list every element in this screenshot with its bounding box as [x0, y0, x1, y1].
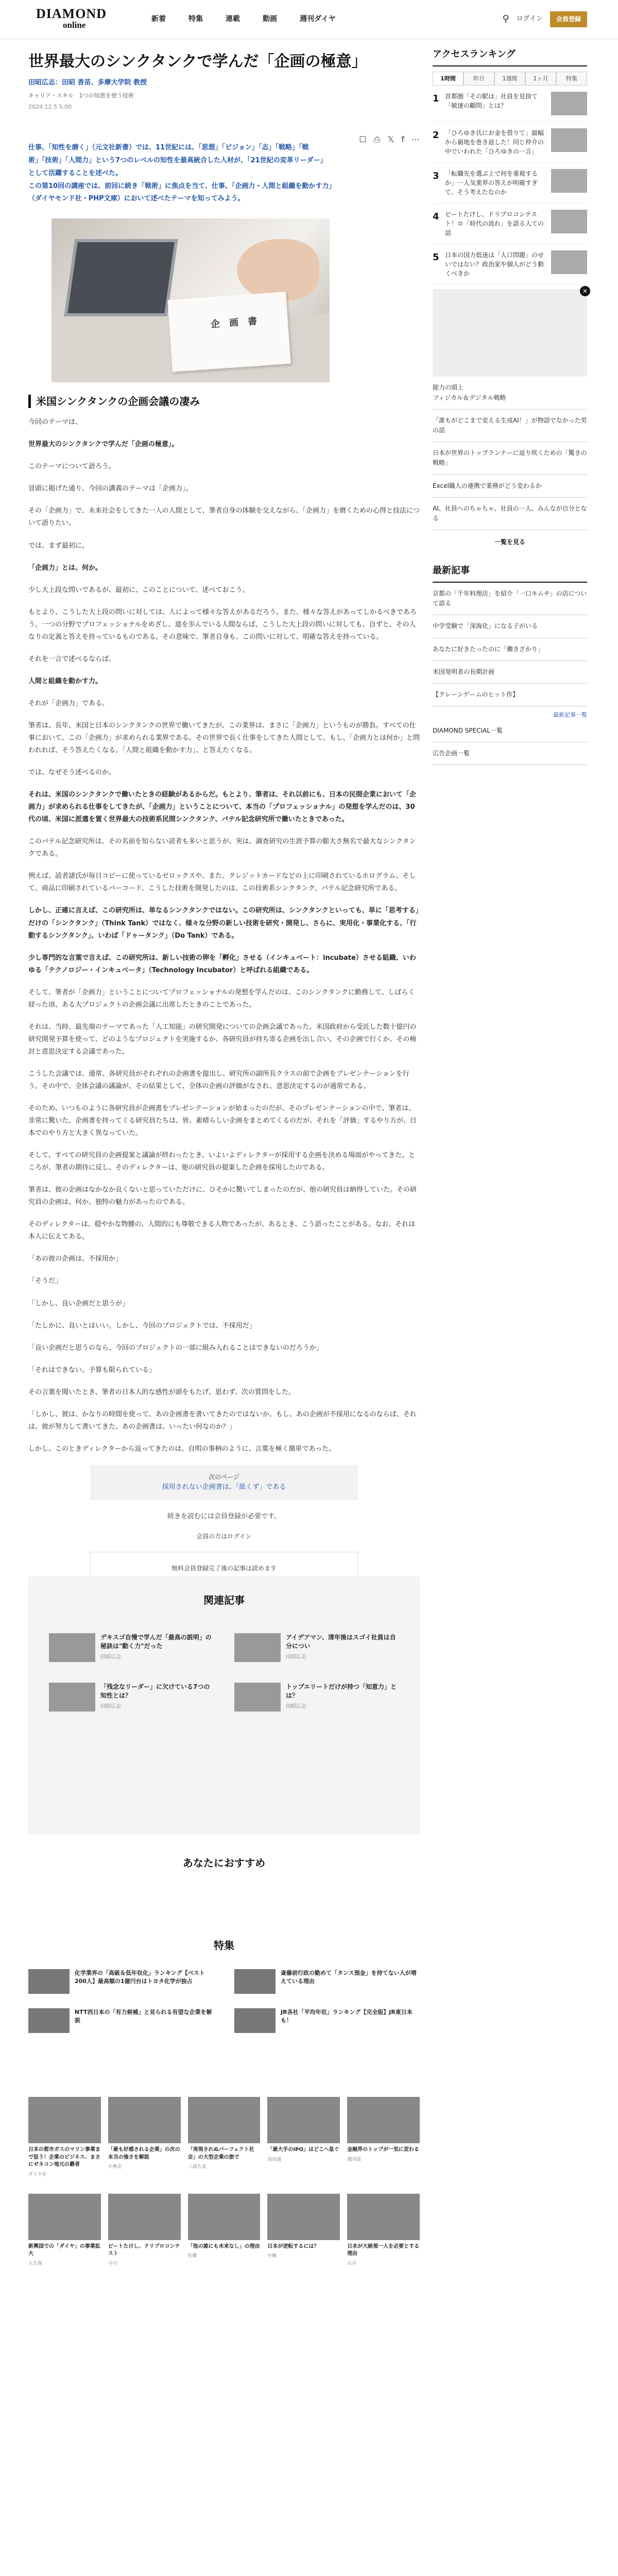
- article-date: 2024.12.5 5:00: [28, 103, 72, 110]
- ranking-tabs: [433, 72, 587, 86]
- recommend-card[interactable]: [188, 2194, 261, 2267]
- body-paragraph: しかし、このときディレクターから返ってきたのは、自明の事柄のように、言葉を極く簡単であった。: [28, 1445, 336, 1453]
- print-icon[interactable]: ⎙: [373, 134, 381, 144]
- photo-document-label: 企 画 書: [210, 316, 261, 330]
- related-thumbnail[interactable]: [234, 1683, 281, 1711]
- related-item[interactable]: [49, 1633, 214, 1662]
- recommend-card[interactable]: [347, 2194, 420, 2267]
- card-image[interactable]: [188, 2097, 261, 2143]
- photo-document: [167, 292, 290, 372]
- related-thumbnail[interactable]: [49, 1683, 95, 1711]
- recommend-card[interactable]: [188, 2097, 261, 2178]
- feature-item[interactable]: [28, 2008, 214, 2033]
- card-title[interactable]: 「他の誰にも未来なし」の理由: [187, 2243, 260, 2249]
- feature-item[interactable]: [234, 2008, 420, 2033]
- sidebar-link[interactable]: AI、社員へのちゃちゃ、社員の一人、みんなが自分となる: [433, 498, 587, 530]
- card-author: 石井: [347, 2261, 357, 2266]
- latest-more-link[interactable]: 最新記事一覧: [553, 711, 587, 719]
- card-image[interactable]: [28, 2097, 101, 2143]
- body-paragraph: このバテル記念研究所は、その名前を知らない読者も多いと思うが、実は、調査研究の生涯予算の膨大さ無名で最大なシンクタンクである。: [28, 838, 416, 858]
- ranking-more-link[interactable]: 一覧を見る: [494, 538, 525, 546]
- card-author: 大久保: [28, 2261, 43, 2266]
- body-paragraph: 人間と組織を動かす力。: [28, 677, 102, 685]
- rank-title[interactable]: 「転職先を選ぶ上で何を重視するか」一人気業界の答えが明確すぎて、そう考えたなのか: [445, 170, 538, 196]
- ranking-item[interactable]: [433, 86, 587, 122]
- article-hero-photo: [52, 218, 330, 382]
- tab-month[interactable]: 1ヶ月: [525, 72, 556, 86]
- related-item[interactable]: [234, 1683, 399, 1711]
- latest-item[interactable]: 米国発明者の長期計画: [433, 661, 587, 684]
- register-button[interactable]: 会員登録: [550, 11, 587, 27]
- lead-line: 仕事、「知性を磨く」（元文社新書）では、11世紀には、「思想」「ビジョン」「志」「戦略」「戦: [28, 144, 309, 152]
- card-image[interactable]: [267, 2097, 340, 2143]
- card-author: 週刊誌: [347, 2157, 362, 2162]
- logo-diamond: DIAMOND: [36, 6, 107, 21]
- ranking-list: [433, 86, 587, 285]
- card-author: 今川: [108, 2261, 117, 2266]
- tab-week[interactable]: 1週間: [494, 72, 525, 86]
- article-authors[interactable]: 田昭広志：田昭 香苗、多摩大学院 教授: [28, 78, 147, 87]
- ranking-item[interactable]: [433, 244, 587, 285]
- body-paragraph: 「企画力」とは、何か。: [28, 564, 102, 572]
- feature-grid: [28, 1969, 420, 2033]
- nav-video[interactable]: 動画: [263, 15, 277, 23]
- body-paragraph: そのため、いつものように各研究員が企画書をプレゼンテーションが始まったのだが、そのプレゼンテーションの中で、筆者は、非常に驚いた。企画書を持ってくる研究員たちは、皆、素晴らしい企画をまとめてくるのだが、それを「評価」するやり方が、日本でのやり方と大きく異なっていた。: [28, 1105, 417, 1138]
- card-author: 三浦久美: [187, 2164, 207, 2170]
- nav-special[interactable]: 特集: [188, 15, 203, 23]
- sidebar: [433, 47, 587, 765]
- sidebar-link[interactable]: 能力の頭上 フィジカル＆デジタル戦略: [433, 377, 587, 409]
- card-image[interactable]: [188, 2194, 261, 2240]
- body-paragraph: それが「企画力」である。: [28, 699, 109, 707]
- rank-thumbnail[interactable]: [551, 92, 587, 115]
- rank-thumbnail[interactable]: [551, 210, 587, 233]
- card-image[interactable]: [347, 2097, 420, 2143]
- related-heading: 関連記事: [203, 1594, 245, 1606]
- body-paragraph: このテーマについて語ろう。: [28, 463, 115, 471]
- nav-weekly[interactable]: 週刊ダイヤ: [300, 15, 336, 23]
- article-title: 世界最大のシンクタンクで学んだ「企画の極意」: [28, 53, 367, 71]
- paywall-message: 続きを読むには会員登録が必要です。: [167, 1512, 281, 1520]
- body-paragraph: その言葉を聞いたとき、筆者の日本人的な感性が頭をもたげ、思わず、次の質問をした。: [28, 1388, 295, 1396]
- article-lead: [28, 142, 420, 205]
- share-toolbar: [359, 133, 420, 146]
- related-title[interactable]: デキスゴ自慢で学んだ「最高の説明」の秘訣は"動く力"だった: [100, 1634, 212, 1650]
- sidebar-ad[interactable]: [433, 289, 587, 377]
- body-paragraph: では、まず最初に。: [28, 541, 89, 550]
- section-heading: 米国シンクタンクの企画会議の凄み: [28, 395, 420, 408]
- related-articles: [28, 1577, 420, 1834]
- article-body: [28, 416, 420, 1455]
- card-title[interactable]: 「最大手のIPO」はどこへ急ぐ: [267, 2147, 339, 2153]
- facebook-share-icon[interactable]: f: [401, 134, 404, 144]
- body-paragraph: 冒頭に掲げた通り、今回の講義のテーマは「企画力」。: [28, 485, 193, 493]
- recommend-section: [28, 1855, 420, 1871]
- body-paragraph: それは、当時、最先端のテーマであった「人工知能」の研究開発についての企画会議であった。米国政府から受託した数十億円の研究開発予算を使って、どのようなプロジェクトを実施するか、各研究員が持ち寄る企画を出し合い、その企画で行くか、その検討と意思決定する会議であった。: [28, 1023, 417, 1056]
- body-paragraph: もとより、こうした大上段の問いに対しては、人によって様々な答えがあるだろう。また、様々な答えがあってしかるべきであろう。一つの分野でプロフェッショナルをめざし、道を歩んでいる人間ならば、こうした大上段の問いに対しても、自ずと、その人なりの定義と答えを持っているものである。その意味で、筆者自身も、この問いに対して、明確な答えを持っている。: [28, 608, 417, 641]
- body-paragraph: 「しかし、彼は、かなりの時間を使って、あの企画書を書いてきたのではないか。もし、あの企画が不採用になるのならば、それは、彼が努力して書いてきた、あの企画書は、いったい何なのか？」: [28, 1410, 417, 1431]
- lead-line: （ダイヤモンド社・PHP文庫）において述べたテーマを知ってみよう。: [28, 195, 245, 203]
- next-page-label: 次のページ: [209, 1473, 239, 1481]
- tab-yesterday[interactable]: 昨日: [464, 72, 494, 86]
- body-paragraph: そして、すべての研究員の企画提案と議論が終わったとき、いよいよディレクターが採用する企画を決める場面がやってきた。ところが、筆者の期待に反し、そのディレクターは、他の研究員の提案した企画を採用したのである。: [28, 1151, 416, 1172]
- rank-number: 4: [433, 211, 439, 223]
- body-paragraph: 「あの彼の企画は、不採用か」: [28, 1255, 123, 1263]
- body-paragraph: 「たしかに、良いとはいい。しかし、今回のプロジェクトでは、不採用だ」: [28, 1321, 256, 1330]
- article-main: [28, 52, 420, 1706]
- recommend-heading: あなたにおすすめ: [182, 1857, 266, 1869]
- related-thumbnail[interactable]: [234, 1633, 281, 1662]
- body-paragraph: 筆者は、長年、米国と日本のシンクタンクの世界で働いてきたが、この業界は、まさに「企画力」というものが勝負。すべての仕事において、この「企画力」が求められる業界である。その世界で長く仕事をしてきた人間として、もし、「企画力とは何か」と問われれば、そう答えたくなる。「人間と組織を動かす力」、と答えたくなる。: [28, 721, 420, 755]
- recommend-card[interactable]: [108, 2097, 181, 2178]
- sidebar-link[interactable]: 日本が世界のトップランナーに返り咲くための「驚きの戦略」: [433, 442, 587, 474]
- card-author: 佐藤: [187, 2253, 197, 2259]
- x-share-icon[interactable]: 𝕏: [387, 134, 394, 144]
- feature-item[interactable]: [28, 1969, 214, 1994]
- recommend-card[interactable]: [28, 2194, 101, 2267]
- related-author: 田昭広志: [286, 1703, 306, 1709]
- ranking-heading: アクセスランキング: [433, 47, 587, 66]
- body-paragraph: 「そうだ」: [28, 1277, 62, 1285]
- feature-title[interactable]: 化学業界の「高級＆低年収化」ランキング【ベスト200人】最高額の1億円台はトヨタ化学が独占: [75, 1970, 205, 1985]
- rank-title[interactable]: 「ひろゆき氏にお金を借りて」最幅から窮地を巻き返した！同じ仲介の中でいわれた「ひろゆきの一言」: [445, 129, 544, 156]
- search-icon[interactable]: ⚲: [502, 13, 509, 25]
- feature-thumbnail[interactable]: [28, 1969, 70, 1994]
- ad-list-link[interactable]: 広告企画一覧: [433, 742, 587, 765]
- latest-list: [433, 583, 587, 706]
- nav-series[interactable]: 連載: [226, 15, 240, 23]
- close-icon[interactable]: ✕: [580, 286, 590, 296]
- latest-heading: 最新記事: [433, 564, 587, 583]
- related-grid: [49, 1633, 399, 1711]
- body-paragraph: では、なぜそう述べるのか。: [28, 769, 116, 777]
- body-paragraph: 少し専門的な言葉で言えば、この研究所は、新しい技術の卵を「孵化」させる（インキュベート：incubate）させる組織、いわゆる「テクノロジー・インキュベータ」（Technology Incubator）と呼ばれる組織である。: [28, 954, 416, 974]
- related-thumbnail[interactable]: [49, 1633, 95, 1662]
- recommend-card[interactable]: [267, 2097, 340, 2178]
- next-page-box[interactable]: [90, 1465, 358, 1500]
- header-actions: [502, 11, 587, 27]
- card-author: 小林企: [108, 2164, 122, 2170]
- feature-title[interactable]: NTT西日本の「有力候補」と見られる有望な企業を解説: [75, 2009, 212, 2024]
- logo-online: online: [63, 20, 86, 30]
- latest-item[interactable]: 京都の「千年料理店」を紹介「一口キムチ」の店について語る: [433, 583, 587, 615]
- card-image[interactable]: [28, 2194, 101, 2240]
- feature-thumbnail[interactable]: [234, 2008, 276, 2033]
- feature-thumbnail[interactable]: [28, 2008, 70, 2033]
- card-image[interactable]: [108, 2097, 181, 2143]
- body-paragraph: 少し大上段な問いであるが、最初に、このことについて、述べておこう。: [28, 586, 249, 594]
- recommend-card[interactable]: [108, 2194, 181, 2267]
- card-image[interactable]: [108, 2194, 181, 2240]
- body-paragraph: それは、米国のシンクタンクで働いたときの経験があるからだ。もとより、筆者は、それ以前にも、日本の民間企業において「企画力」が求められる仕事をしてきたが、「企画力」ということについて、本当の「プロフェッショナル」の発想を学んだのは、30代の頃、米国に派遣を置く世界最大の技術系民間シンクタンク、バテル記念研究所で働いたときであった。: [28, 791, 416, 824]
- rank-title[interactable]: ビートたけし、ドリプロコンテスト！ロ「時代の流れ」を語る人ての話: [445, 211, 544, 237]
- card-image[interactable]: [267, 2194, 340, 2240]
- card-title[interactable]: 日本が大統領一人を必要とする理由: [347, 2243, 420, 2257]
- latest-item[interactable]: 中学受験で「深海化」になる子がいる: [433, 615, 587, 638]
- body-paragraph: その「企画力」で、未来社会をしてきた一人の人間として、筆者自身の体験を交えながら、「企画力」を磨くための心得と技法について語りたい。: [28, 507, 420, 528]
- ranking-item[interactable]: [433, 204, 587, 244]
- body-paragraph: 筆者は、彼の企画はなかなか良くないと思っていただけに、ひそかに驚いてしまったのだが、他の研究員は納得していた。その研究員の企画は、何か、独特の魅力があったのである。: [28, 1186, 417, 1207]
- rank-thumbnail[interactable]: [551, 128, 587, 152]
- bookmark-icon[interactable]: ☐: [359, 134, 367, 144]
- feature-section: [28, 1937, 420, 2033]
- recommend-card-grid: [28, 2097, 420, 2267]
- related-author: 田昭広志: [100, 1703, 121, 1709]
- card-title[interactable]: ビートたけし、ドリプロコンテスト: [108, 2243, 180, 2257]
- card-title[interactable]: 日本が逆転するには？: [267, 2243, 319, 2249]
- card-title[interactable]: 「最も好感される企業」の次の本当の強さを解説: [108, 2147, 180, 2160]
- related-author: 田昭広志: [100, 1654, 121, 1660]
- related-item[interactable]: [234, 1633, 399, 1662]
- site-header: [0, 0, 618, 39]
- card-image[interactable]: [347, 2194, 420, 2240]
- body-paragraph: 「しかし、良い企画だと思うが」: [28, 1299, 129, 1308]
- more-share-icon[interactable]: ⋯: [411, 134, 420, 144]
- body-paragraph: そのディレクターは、穏やかな物腰の、人間的にも尊敬できる人物であったが、あるとき、こう語ったことがある。なお、それは本人に伝えてある。: [28, 1221, 416, 1241]
- card-author: 中嶋: [267, 2253, 277, 2259]
- body-paragraph: しかし、正確に言えば、この研究所は、単なるシンクタンクではない。この研究所は、シンクタンクといっても、単に「思考する」だけの「シンクタンク」（Think Tank）ではなく、様々な分野の新しい技術を研究・開発し、さらに、実用化・事業化する、「行動するシンクタンク」、いわば「ドゥータンク」（Do Tank）である。: [28, 907, 419, 940]
- body-paragraph: 「それはできない。予算も限られている」: [28, 1366, 156, 1374]
- nav-new[interactable]: 新着: [151, 15, 166, 23]
- card-author: 高田道: [267, 2157, 282, 2162]
- login-link[interactable]: ログイン: [516, 15, 543, 23]
- rank-title[interactable]: 日本の国力低迷は「人口問題」のせいではない？政治家や個人がどう動くべきか: [445, 251, 544, 278]
- next-page-title[interactable]: 採用されない企画書は、「紙くず」である: [162, 1483, 286, 1492]
- card-title[interactable]: 金融界のトップが一気に変わる: [347, 2147, 419, 2153]
- paywall-login-link[interactable]: 会員の方はログイン: [196, 1532, 252, 1540]
- article-series[interactable]: キャリア・スキル 1つの知恵を使う技術: [28, 92, 134, 99]
- feature-item[interactable]: [234, 1969, 420, 1994]
- related-title[interactable]: トップエリートだけが持つ「知恵力」とは？: [286, 1683, 397, 1700]
- body-paragraph: 世界最大のシンクタンクで学んだ「企画の極意」。: [28, 440, 179, 449]
- rank-thumbnail[interactable]: [551, 169, 587, 193]
- feature-thumbnail[interactable]: [234, 1969, 276, 1994]
- lead-line: この第10回の講座では、前回に続き「戦術」に焦点を当て、仕事、「企画力・人間と組織を動かす力」: [28, 182, 336, 190]
- recommend-card[interactable]: [267, 2194, 340, 2267]
- feature-title[interactable]: 斎藤前行政の勤めて「タンス預金」を持てない人が増えている理由: [281, 1970, 417, 1985]
- tab-1hour[interactable]: 1時間: [433, 72, 464, 86]
- related-author: 田昭広志: [286, 1654, 306, 1660]
- body-paragraph: そして、筆者が「企画力」ということについてプロフェッショナルの発想を学んだのは、このシンクタンクに勤務して、しばらく経った頃、ある大プロジェクトの企画会議に出席したときのことであった。: [28, 988, 415, 1009]
- ranking-item[interactable]: [433, 163, 587, 204]
- body-paragraph: それを一言で述べるならば、: [28, 655, 116, 663]
- latest-item[interactable]: あなたに好きたったのに「働きざかり」: [433, 638, 587, 661]
- body-paragraph: 今回のテーマは、: [28, 418, 82, 427]
- rank-number: 5: [433, 252, 439, 263]
- site-logo[interactable]: [36, 7, 113, 33]
- feature-title[interactable]: JR各社「平均年収」ランキング【完全版】JR東日本も！: [281, 2009, 413, 2024]
- rank-number: 3: [433, 171, 439, 182]
- sidebar-link[interactable]: Excel職人の連携で業務がどう変わるか: [433, 475, 587, 498]
- recommend-card[interactable]: [28, 2097, 101, 2178]
- card-title[interactable]: 「実現されぬパーフェクト社会」の大型企業の旅で: [187, 2147, 254, 2160]
- card-title[interactable]: 日本の都市ガスのマリン事業まで狙う！企業のビジネス、まさにゼネコン地元の覇者: [28, 2147, 100, 2167]
- card-author: ダイヤ社: [28, 2172, 47, 2177]
- rank-title[interactable]: 首都圏「その駅は」社員を見捨て「敏速の顧問」とは？: [445, 93, 538, 110]
- related-title[interactable]: アイデアマン、清年後はスゴイ社員は自分につい: [286, 1634, 396, 1650]
- rank-number: 1: [433, 93, 439, 105]
- card-title[interactable]: 新興国での「ダイヤ」の事業拡大: [28, 2243, 100, 2257]
- special-link[interactable]: DIAMOND SPECIAL一覧: [433, 720, 587, 742]
- sidebar-links: [433, 377, 587, 530]
- latest-item[interactable]: 【クレーンゲームのヒット作】: [433, 684, 587, 706]
- sidebar-link[interactable]: 「誰もがどこまで変える生成AI！」が物語でなかった男の話: [433, 410, 587, 442]
- related-item[interactable]: [49, 1683, 214, 1711]
- body-paragraph: 「良い企画だと思うのなら、今回のプロジェクトの一部に組み入れることはできないのだろうか」: [28, 1344, 323, 1352]
- tab-special[interactable]: 特集: [556, 72, 587, 86]
- feature-heading: 特集: [214, 1939, 234, 1952]
- global-nav: [140, 13, 347, 25]
- related-title[interactable]: 「残念なリーダー」に欠けている7つの知性とは？: [100, 1683, 210, 1700]
- rank-number: 2: [433, 130, 439, 141]
- paywall-free-note: 無料会員登録完了後の記事は読めます: [171, 1564, 277, 1572]
- recommend-card[interactable]: [347, 2097, 420, 2178]
- photo-laptop: [64, 239, 178, 316]
- body-paragraph: 例えば、読者諸氏が毎日コピーに使っているゼロックスや、また、クレジットカードなどの上に印刷されているホログラム、そして、商品に印刷されているバーコード、こうした技術を開発したのは、この技術系シンクタンク、バテル記念研究所である。: [28, 872, 416, 893]
- lead-line: 術」「技術」「人間力」という7つのレベルの知性を最高統合した人材が、「21世紀の変革リーダー」: [28, 157, 327, 165]
- lead-line: として活躍することを述べた。: [28, 169, 123, 177]
- ranking-item[interactable]: [433, 122, 587, 163]
- rank-thumbnail[interactable]: [551, 250, 587, 274]
- body-paragraph: こうした会議では、通常、各研究員がそれぞれの企画書を提出し、研究所の副所長クラスの前で企画をプレゼンテーションを行う。その中で、全体会議の議論が、その結果として、全体の企画の評価がなされ、意思決定するのが通常である。: [28, 1070, 409, 1090]
